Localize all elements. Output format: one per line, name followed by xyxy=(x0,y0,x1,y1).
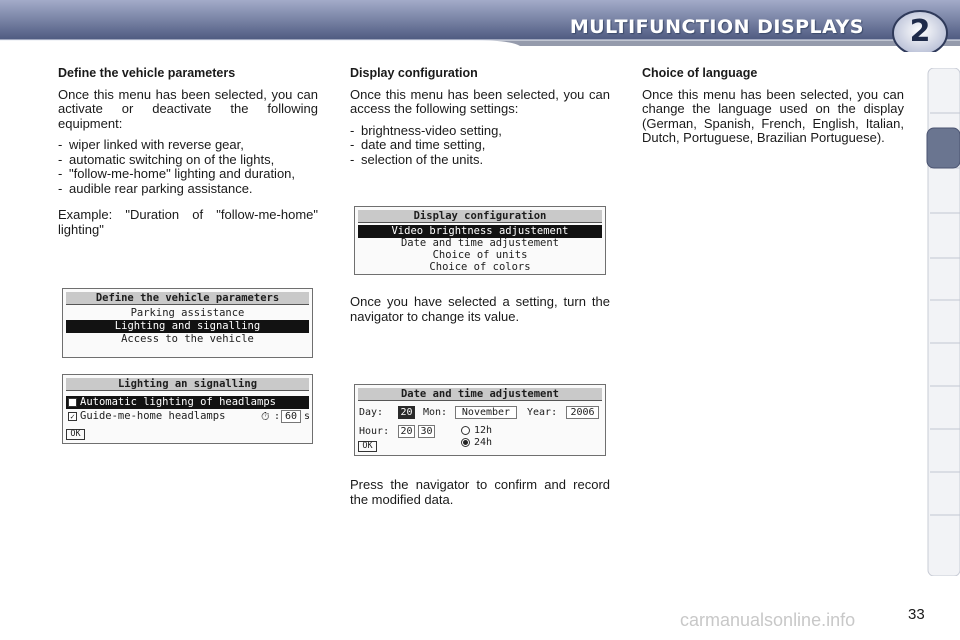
menu-item-lighting-signalling: Lighting and signalling xyxy=(66,320,309,333)
section-heading-display-configuration: Display configuration xyxy=(350,66,478,80)
turn-navigator-text: Once you have selected a setting, turn the navigator to change its value. xyxy=(350,294,610,324)
column-vehicle-parameters xyxy=(58,66,318,244)
menu-item-date-time: Date and time adjustement xyxy=(400,237,560,249)
timer-colon: : xyxy=(274,411,281,422)
screen-vehicle-parameters xyxy=(62,288,313,358)
checkbox-checked-icon: ✓ xyxy=(68,412,77,421)
duration-unit: s xyxy=(304,411,311,422)
hour-field: 20 xyxy=(398,425,415,438)
vehicle-parameters-intro: Once this menu has been selected, you can activate or deactivate the following equipment: xyxy=(58,86,318,131)
watermark: carmanualsonline.info xyxy=(680,610,856,630)
display-configuration-intro: Once this menu has been selected, you can access the following settings: xyxy=(350,86,610,116)
day-field: 20 xyxy=(398,406,415,419)
minute-field: 30 xyxy=(418,425,435,438)
list-item: - "follow-me-home" lighting and duration, xyxy=(58,166,296,181)
year-field: 2006 xyxy=(566,406,599,419)
choice-of-language-body: Once this menu has been selected, you can change the language used on the display (German, Spanish, French, English, Italian, Dutch, Portuguese, Brazilian Portuguese). xyxy=(642,86,904,145)
list-item: - wiper linked with reverse gear, xyxy=(58,137,244,152)
radio-24h-icon xyxy=(461,438,470,447)
list-item: - automatic switching on of the lights, xyxy=(58,151,275,167)
month-field: November xyxy=(455,406,517,419)
screen-display-configuration xyxy=(354,206,606,275)
header-title: MULTIFUNCTION DISPLAYS xyxy=(569,16,864,38)
section-heading-vehicle-parameters: Define the vehicle parameters xyxy=(58,66,236,80)
display-configuration-list xyxy=(350,124,610,168)
menu-item-colors: Choice of colors xyxy=(429,261,531,273)
list-item: - audible rear parking assistance. xyxy=(58,180,253,196)
thumb-index-graphic xyxy=(926,68,960,576)
ok-button: OK xyxy=(66,429,85,440)
column-choice-of-language xyxy=(642,66,904,153)
menu-item-units: Choice of units xyxy=(432,249,528,261)
thumb-index xyxy=(926,68,960,576)
duration-value: 60 xyxy=(281,410,301,423)
list-item: - selection of the units. xyxy=(350,151,484,167)
screen-title: Display configuration xyxy=(358,210,602,223)
screen-title: Lighting an signalling xyxy=(66,378,309,391)
option-24h-label: 24h xyxy=(474,437,493,448)
year-label: Year: xyxy=(527,407,558,418)
ok-button: OK xyxy=(358,441,377,452)
chapter-number: 2 xyxy=(909,14,931,49)
example-caption: Example: "Duration of "follow-me-home" lighting" xyxy=(58,207,318,237)
option-guide-me-home: ✓ Guide-me-home headlamps xyxy=(66,410,309,423)
day-label: Day: xyxy=(359,407,384,418)
hour-label: Hour: xyxy=(359,426,390,437)
press-navigator-text: Press the navigator to confirm and record the modified data. xyxy=(350,477,610,507)
page-number: 33 xyxy=(908,606,925,623)
column-display-configuration xyxy=(350,66,610,167)
screen-title: Date and time adjustement xyxy=(358,388,602,401)
menu-item-video-brightness: Video brightness adjustement xyxy=(358,225,602,238)
radio-12h-icon xyxy=(461,426,470,435)
screen-lighting-signalling xyxy=(62,374,313,444)
menu-item-access-vehicle: Access to the vehicle xyxy=(121,333,254,345)
list-item: - date and time setting, xyxy=(350,137,486,152)
option-automatic-lighting: Automatic lighting of headlamps xyxy=(66,396,309,409)
screen-title: Define the vehicle parameters xyxy=(66,292,309,305)
section-heading-choice-of-language: Choice of language xyxy=(642,66,758,80)
vehicle-parameters-list xyxy=(58,138,318,196)
header-band xyxy=(0,0,960,52)
timer-icon: ⏱ xyxy=(261,410,270,423)
month-label: Mon: xyxy=(423,407,448,418)
screen-date-time xyxy=(354,384,606,456)
menu-item-parking-assistance: Parking assistance xyxy=(130,307,245,319)
option-12h-label: 12h xyxy=(474,425,493,436)
list-item: - brightness-video setting, xyxy=(350,122,502,138)
checkbox-icon xyxy=(68,398,77,407)
